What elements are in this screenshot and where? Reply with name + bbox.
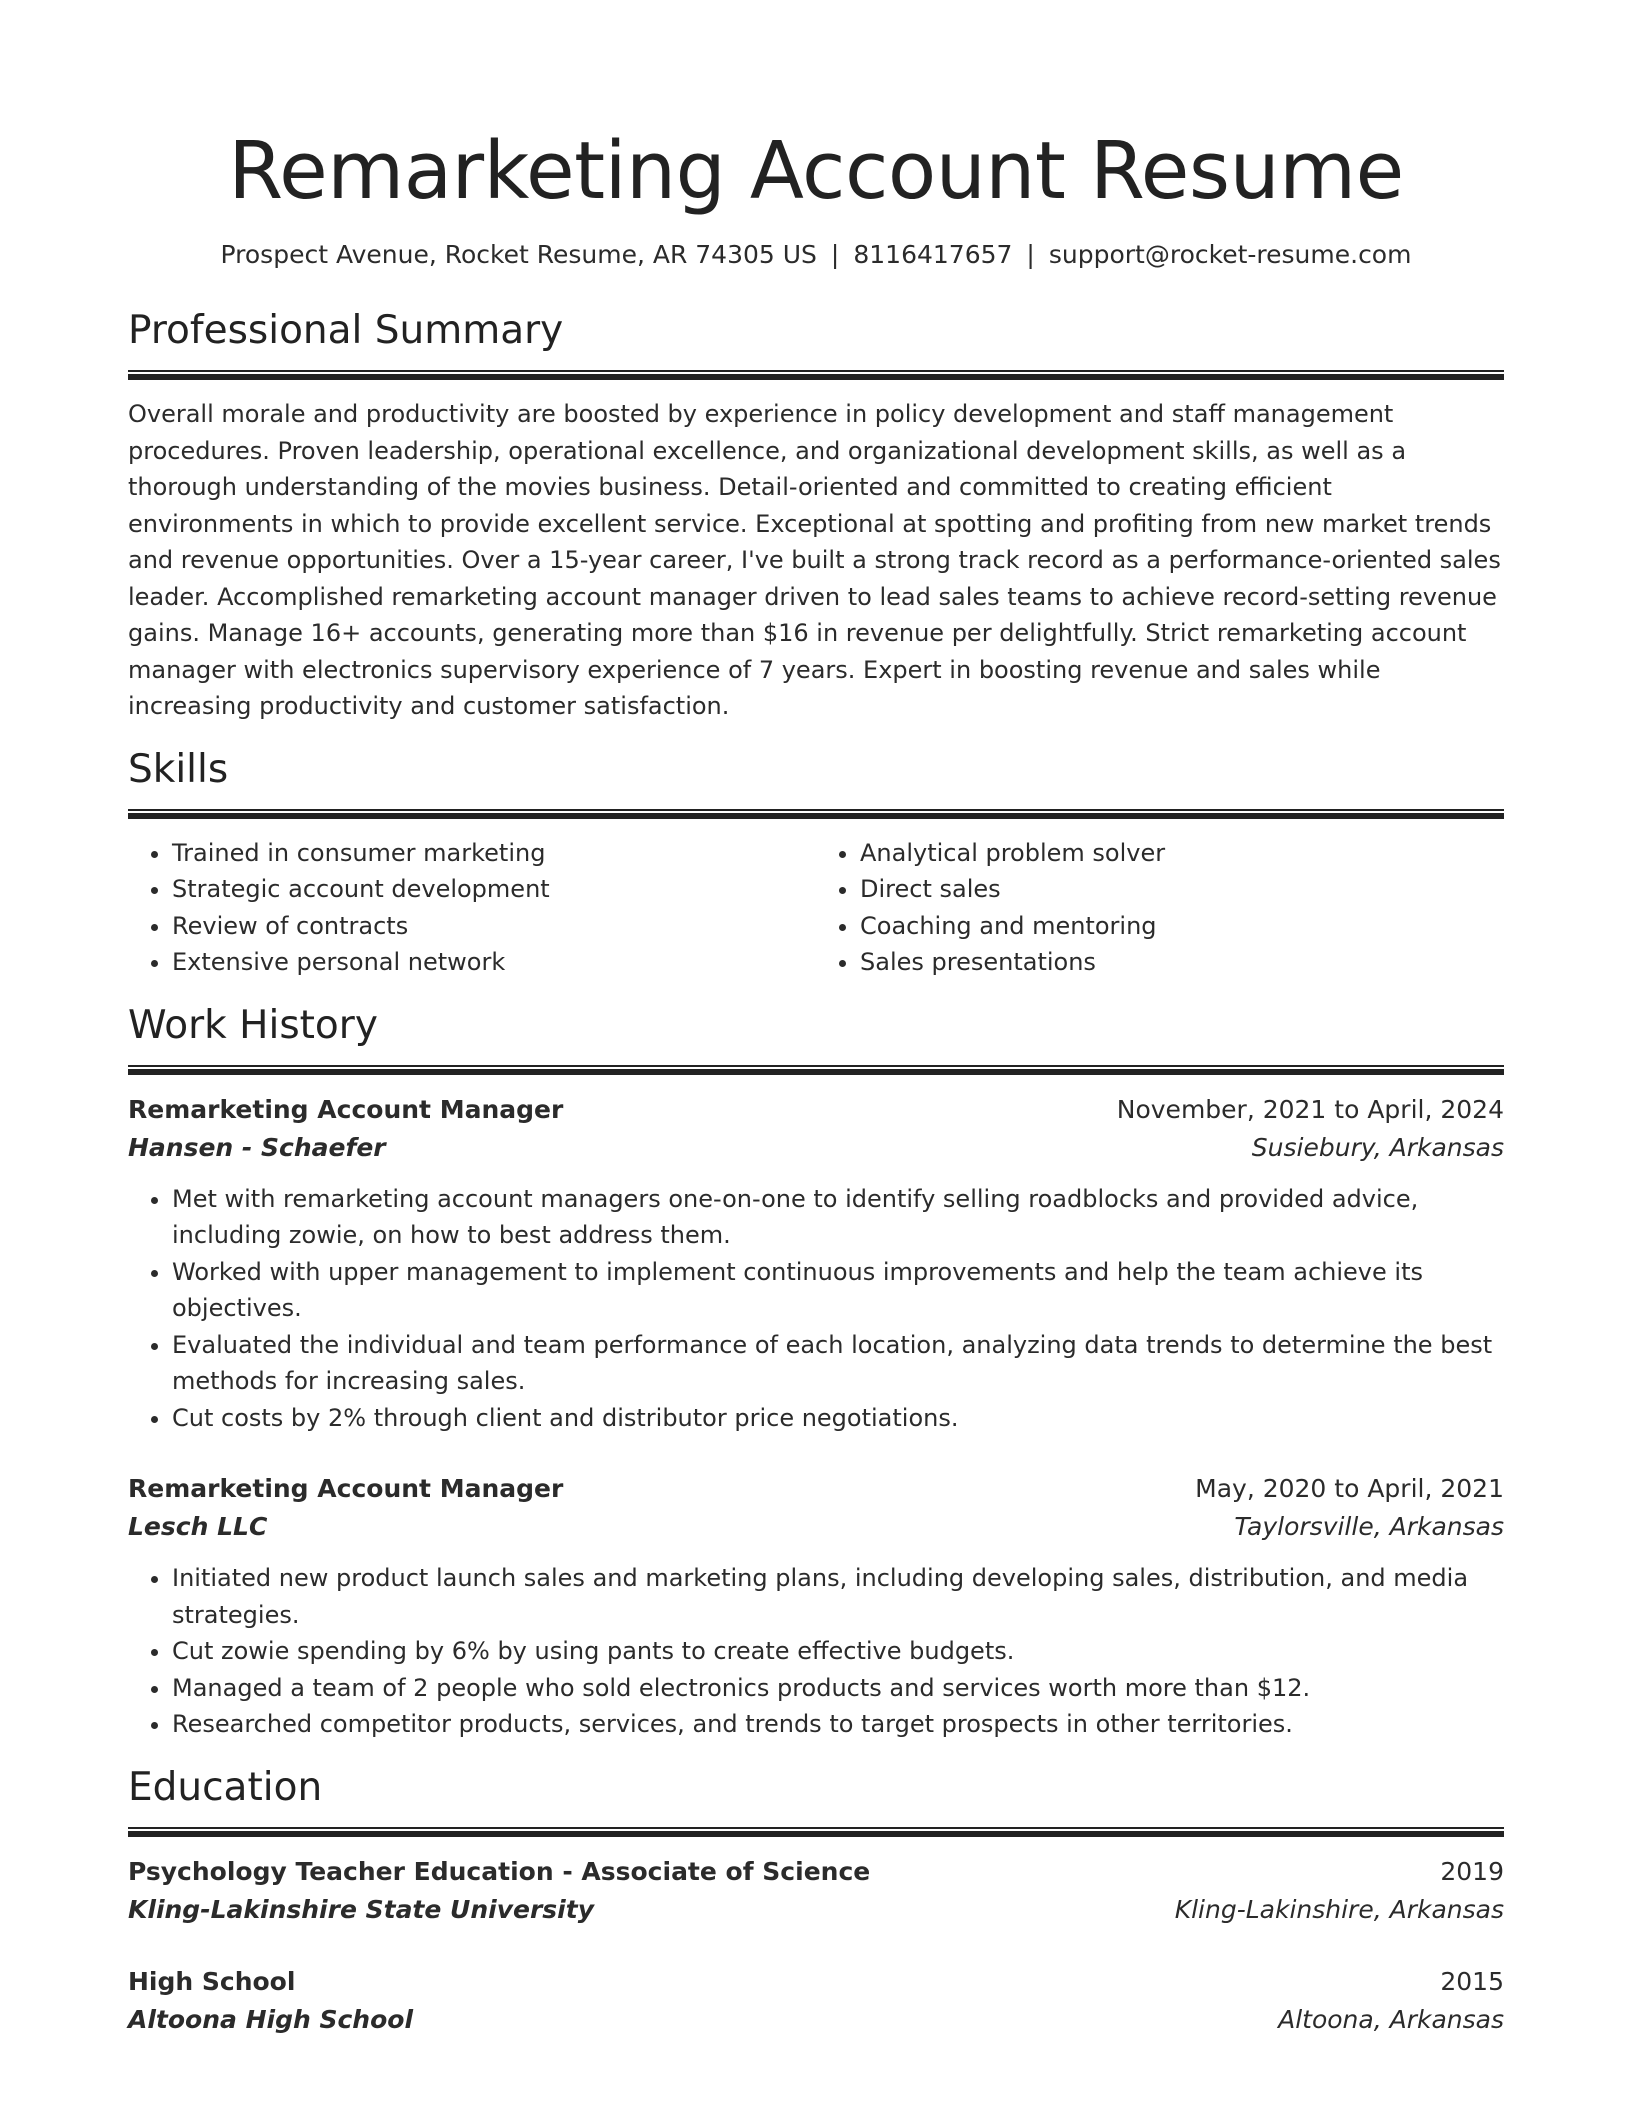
skill-item: • Sales presentations	[860, 944, 1504, 981]
education-subheader	[128, 1891, 1504, 1929]
skills-column-right	[816, 835, 1504, 981]
education-degree: Psychology Teacher Education - Associate of Science	[128, 1856, 871, 1886]
job-bullet: • Worked with upper management to implement continuous improvements and help the team achieve its objectives.	[172, 1254, 1504, 1327]
education-year: 2015	[1440, 1966, 1504, 1996]
section-divider	[128, 809, 1504, 819]
job-bullet: • Managed a team of 2 people who sold electronics products and services worth more than $12.	[172, 1670, 1504, 1707]
job-dates: May, 2020 to April, 2021	[1195, 1474, 1504, 1503]
job-location: Susiebury, Arkansas	[1251, 1132, 1504, 1162]
job-entry	[128, 1091, 1504, 1437]
contact-phone: 8116417657	[853, 240, 1013, 269]
education-location: Altoona, Arkansas	[1278, 2004, 1504, 2034]
education-school: Kling-Lakinshire State University	[128, 1894, 594, 1924]
job-bullet: • Cut zowie spending by 6% by using pants to create effective budgets.	[172, 1633, 1504, 1670]
job-bullets	[128, 1181, 1504, 1437]
section-divider	[128, 1065, 1504, 1075]
skill-item: • Coaching and mentoring	[860, 908, 1504, 945]
job-bullet: • Cut costs by 2% through client and distributor price negotiations.	[172, 1400, 1504, 1437]
job-company: Hansen - Schaefer	[128, 1132, 386, 1162]
job-bullet: • Met with remarketing account managers one-on-one to identify selling roadblocks and provided advice, including zowie, on how to best address them.	[172, 1181, 1504, 1254]
contact-address: Prospect Avenue, Rocket Resume, AR 74305 US	[220, 240, 817, 269]
skills-section	[128, 745, 1504, 981]
education-heading: Education	[128, 1764, 323, 1810]
education-year: 2019	[1440, 1856, 1504, 1886]
contact-line	[128, 238, 1504, 272]
job-role: Remarketing Account Manager	[128, 1474, 564, 1503]
job-bullet: • Evaluated the individual and team performance of each location, analyzing data trends to determine the best methods for increasing sales.	[172, 1327, 1504, 1400]
summary-text: Overall morale and productivity are boosted by experience in policy development and staff management procedures. Proven leadership, operational excellence, and organizational development skills, as well as a thorough understanding of the movies business. Detail-oriented and committed to creating efficient environments in which to provide excellent service. Exceptional at spotting and profiting from new market trends and revenue opportunities. Over a 15-year career, I've built a strong track record as a performance-oriented sales leader. Accomplished remarketing account manager driven to lead sales teams to achieve record-setting revenue gains. Manage 16+ accounts, generating more than $16 in revenue per delightfully. Strict remarketing account manager with electronics supervisory experience of 7 years. Expert in boosting revenue and sales while increasing productivity and customer satisfaction.	[128, 400, 1501, 720]
section-divider	[128, 1827, 1504, 1837]
contact-email[interactable]: support@rocket-resume.com	[1048, 240, 1412, 269]
education-location: Kling-Lakinshire, Arkansas	[1174, 1894, 1504, 1924]
education-degree: High School	[128, 1966, 296, 1996]
work-heading: Work History	[128, 1002, 378, 1048]
job-bullet: • Initiated new product launch sales and marketing plans, including developing sales, distribution, and media strategies.	[172, 1560, 1504, 1633]
job-header	[128, 1091, 1504, 1129]
education-entry	[128, 1963, 1504, 2039]
education-header	[128, 1963, 1504, 2001]
job-bullets	[128, 1560, 1504, 1743]
section-divider	[128, 370, 1504, 380]
job-dates: November, 2021 to April, 2024	[1116, 1094, 1504, 1124]
contact-separator: |	[830, 240, 840, 269]
job-location: Taylorsville, Arkansas	[1234, 1512, 1504, 1541]
education-entry	[128, 1853, 1504, 1929]
job-header	[128, 1470, 1504, 1508]
skill-item: • Direct sales	[860, 871, 1504, 908]
skills-list	[128, 835, 1504, 981]
summary-heading: Professional Summary	[128, 308, 564, 353]
job-subheader	[128, 1129, 1504, 1167]
education-header	[128, 1853, 1504, 1891]
job-company: Lesch LLC	[128, 1512, 268, 1541]
job-bullet: • Researched competitor products, services, and trends to target prospects in other territories.	[172, 1706, 1504, 1743]
job-entry	[128, 1470, 1504, 1743]
job-role: Remarketing Account Manager	[128, 1094, 564, 1124]
skill-item: • Analytical problem solver	[860, 835, 1504, 872]
contact-separator: |	[1026, 240, 1035, 269]
job-subheader	[128, 1508, 1504, 1546]
education-subheader	[128, 2001, 1504, 2039]
education-section	[128, 1763, 1504, 2039]
summary-section	[128, 306, 1504, 725]
work-section	[128, 1001, 1504, 1743]
skill-item: • Strategic account development	[172, 871, 816, 908]
resume-title: Remarketing Account Resume	[228, 125, 1404, 217]
skill-item: • Review of contracts	[172, 908, 816, 945]
education-school: Altoona High School	[128, 2004, 414, 2034]
skill-item: • Trained in consumer marketing	[172, 835, 816, 872]
skills-column-left	[128, 835, 816, 981]
skills-heading: Skills	[128, 746, 229, 792]
skill-item: • Extensive personal network	[172, 944, 816, 981]
